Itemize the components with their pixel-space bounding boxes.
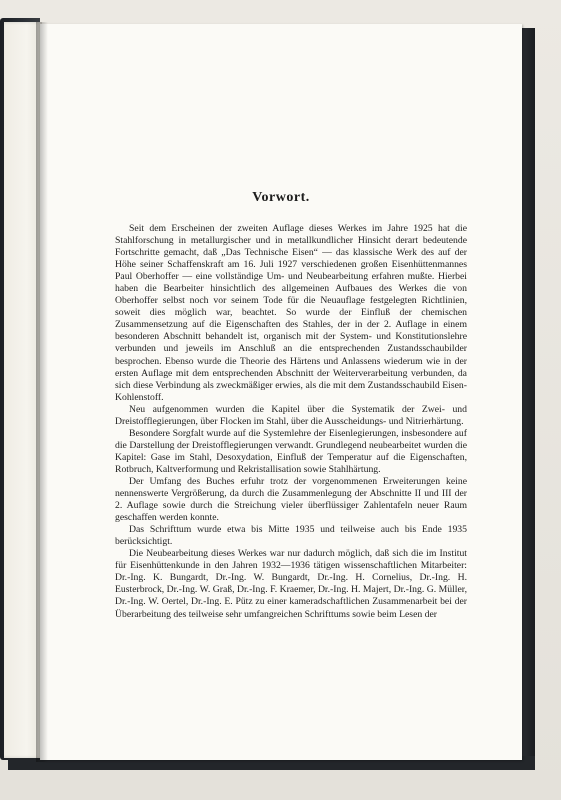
paragraph: Seit dem Erscheinen der zweiten Auflage dieses Werkes im Jahre 1925 hat die Stahlforschung in metallurgischer und in metallkundlicher Hinsicht derart bedeutende Fortschritte gemacht, daß „Das Technische Eisen“ — das klassische Werk des auf der Höhe seiner Schaffenskraft am 16. Juli 1927 verschiedenen großen Eisenhüttenmannes Paul Oberhoffer — eine vollständige Um- und Neubearbeitung erfahren mußte. Hierbei haben die Bearbeiter hinsichtlich des allgemeinen Aufbaues des Werkes die von Oberhoffer selbst noch vor seinem Tode für die Neuauflage festgelegten Richtlinien, soweit dies möglich war, beachtet. So wurde der Einfluß der chemischen Zusammensetzung auf die Eigenschaften des Stahles, der in der 2. Auflage in einem besonderen Abschnitt behandelt ist, organisch mit der System- und Konstitutionslehre verbunden und jeweils im Anschluß an die entsprechenden Zustandsschaubilder besprochen. Ebenso wurde die Theorie des Härtens und Anlassens wiederum wie in der ersten Auflage mit dem entsprechenden Abschnitt der Weiterverarbeitung verbunden, da sich diese Verbindung als zweckmäßiger erwies, als die mit dem Zustandsschaubild Eisen-Kohlenstoff. [115,223,467,403]
page-body [115,223,467,621]
book-cover-right [521,28,535,770]
paragraph: Das Schrifttum wurde etwa bis Mitte 1935 und teilweise auch bis Ende 1935 berücksichtigt. [115,524,467,548]
paragraph: Neu aufgenommen wurden die Kapitel über die Systematik der Zwei- und Dreistofflegierungen, über Flocken im Stahl, über die Ausscheidungs- und Nitrierhärtung. [115,403,467,427]
gutter-shadow [36,22,48,762]
paragraph: Der Umfang des Buches erfuhr trotz der vorgenommenen Erweiterungen keine nennenswerte Vergrößerung, da durch die Zusammenlegung der Abschnitte II und III der 2. Auflage sowie durch die Streichung vieler überflüssiger Zahlentafeln neuer Raum geschaffen werden konnte. [115,475,467,524]
book-page [40,24,522,760]
page-title: Vorwort. [252,190,310,205]
paragraph: Besondere Sorgfalt wurde auf die Systemlehre der Eisenlegierungen, insbesondere auf die Darstellung der Dreistofflegierungen verwandt. Grundlegend neubearbeitet wurden die Kapitel: Gase im Stahl, Desoxydation, Einfluß der Temperatur auf die Eigenschaften, Rotbruch, Kaltverformung und Rekristallisation sowie Stahlhärtung. [115,427,467,475]
paragraph: Die Neubearbeitung dieses Werkes war nur dadurch möglich, daß sich die im Institut für Eisenhüttenkunde in den Jahren 1932—1936 tätigen wissenschaftlichen Mitarbeiter: Dr.-Ing. K. Bungardt, Dr.-Ing. W. Bungardt, Dr.-Ing. H. Cornelius, Dr.-Ing. H. Eusterbrock, Dr.-Ing. W. Graß, Dr.-Ing. F. Kraemer, Dr.-Ing. H. Majert, Dr.-Ing. G. Müller, Dr.-Ing. W. Oertel, Dr.-Ing. E. Pütz zu einer kameradschaftlichen Zusammenarbeit bei der Überarbeitung des teilweise sehr umfangreichen Schrifttums sowie beim Lesen der [115,548,467,620]
